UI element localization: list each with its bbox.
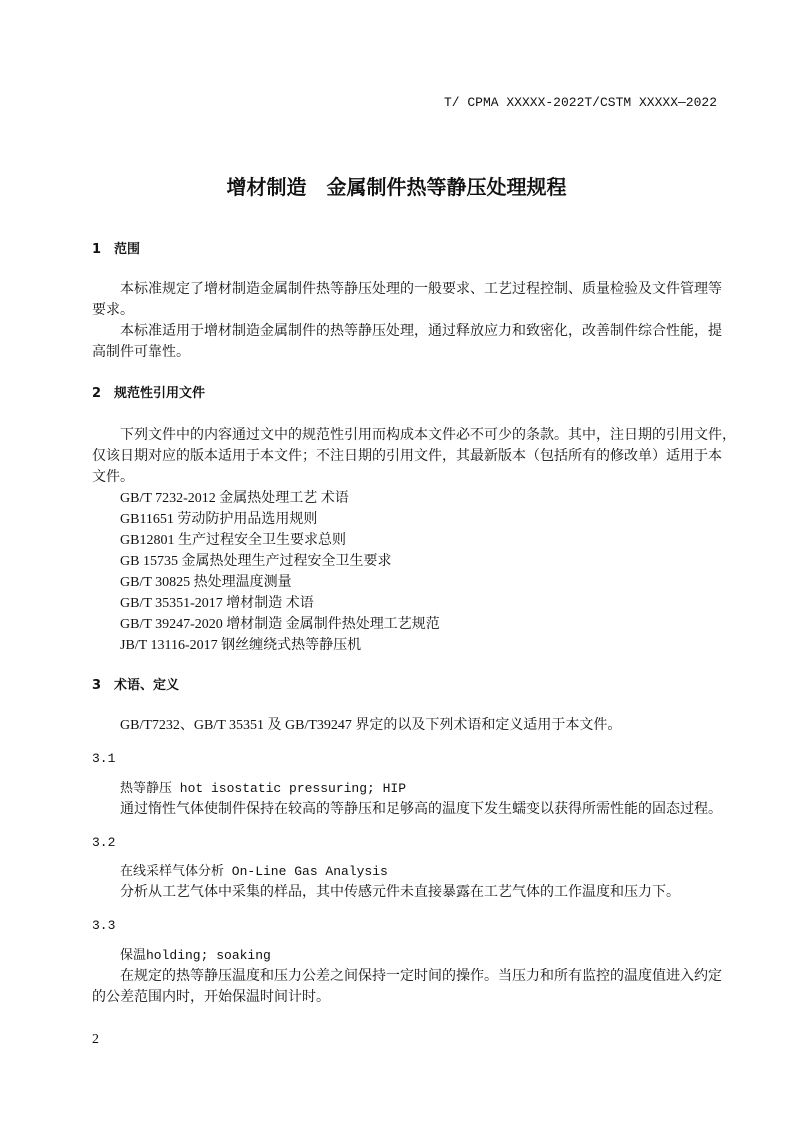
reference-item: GB 15735 金属热处理生产过程安全卫生要求 [120,554,392,569]
document-code: T/ CPMA XXXXX-2022T/CSTM XXXXX—2022 [443,95,717,110]
reference-item: GB/T 35351-2017 增材制造 术语 [120,596,314,611]
paragraph-line: 本标准适用于增材制造金属制件的热等静压处理，通过释放应力和致密化，改善制件综合性能，提 [120,324,722,339]
reference-item: GB/T 7232-2012 金属热处理工艺 术语 [120,491,349,506]
term-title: 热等静压 hot isostatic pressuring; HIP [120,781,407,796]
reference-item: JB/T 13116-2017 钢丝缠绕式热等静压机 [120,638,362,653]
paragraph-line: 仅该日期对应的版本适用于本文件；不注日期的引用文件，其最新版本（包括所有的修改单）适用于本 [92,449,722,464]
page-title: 增材制造 金属制件热等静压处理规程 [226,175,567,199]
term-title: 保温holding; soaking [120,948,271,963]
reference-item: GB11651 劳动防护用品选用规则 [120,512,318,527]
term-definition: 的公差范围内时，开始保温时间计时。 [92,990,330,1005]
term-number: 3.2 [92,835,116,850]
term-title: 在线采样气体分析 On-Line Gas Analysis [120,864,388,879]
reference-item: GB/T 30825 热处理温度测量 [120,575,292,590]
paragraph-line: 本标准规定了增材制造金属制件热等静压处理的一般要求、工艺过程控制、质量检验及文件管理等 [120,282,722,297]
paragraph-line: GB/T7232、GB/T 35351 及 GB/T39247 界定的以及下列术语和定义适用于本文件。 [120,718,622,733]
paragraph-line: 高制件可靠性。 [92,345,190,360]
term-definition: 分析从工艺气体中采集的样品，其中传感元件未直接暴露在工艺气体的工作温度和压力下。 [120,885,680,900]
page-number: 2 [92,1032,99,1047]
paragraph-line: 下列文件中的内容通过文中的规范性引用而构成本文件必不可少的条款。其中，注日期的引用文件， [120,428,736,443]
section-heading-normative-references: 2 规范性引用文件 [92,386,206,401]
paragraph-line: 文件。 [92,470,134,485]
term-definition: 通过惰性气体使制件保持在较高的等静压和足够高的温度下发生蠕变以获得所需性能的固态过程。 [120,802,722,817]
term-number: 3.1 [92,751,116,766]
term-number: 3.3 [92,918,116,933]
reference-item: GB/T 39247-2020 增材制造 金属制件热处理工艺规范 [120,617,440,632]
term-definition: 在规定的热等静压温度和压力公差之间保持一定时间的操作。当压力和所有监控的温度值进入约定 [120,969,722,984]
reference-item: GB12801 生产过程安全卫生要求总则 [120,533,346,548]
paragraph-line: 要求。 [92,303,134,318]
section-heading-scope: 1 范围 [92,242,141,257]
section-heading-terms: 3 术语、定义 [92,678,180,693]
